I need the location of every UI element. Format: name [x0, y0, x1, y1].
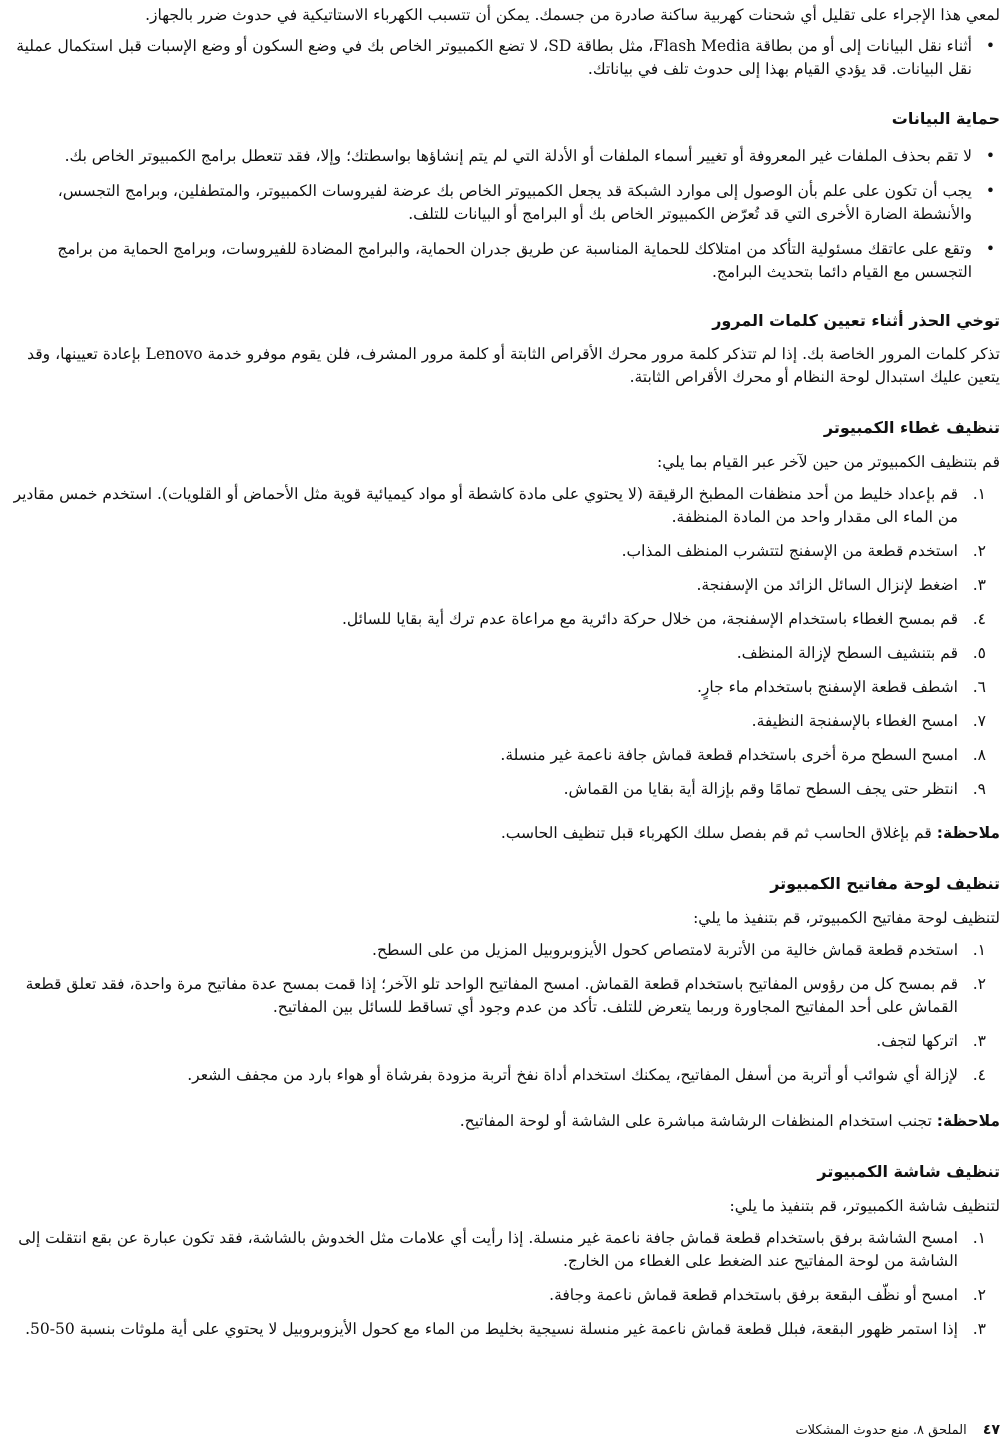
section-title: تنظيف غطاء الكمبيوتر: [823, 418, 1000, 437]
list-item: • وتقع على عاتقك مسئولية التأكد من امتلاكك للحماية المناسبة عن طريق جدران الحماية، والبرامج المضادة للفيروسات، وبرامج الحماية من برامج التجسس مع القيام دائما بتحديث البرامج.: [57, 240, 995, 281]
note-text: تجنب استخدام المنظفات الرشاشة مباشرة على الشاشة أو لوحة المفاتيح.: [459, 1112, 932, 1130]
keyboard-cleaning-steps: [0, 939, 1000, 1098]
step-item: ٣. اضغط لإنزال السائل الزائد من الإسفنجة.: [696, 576, 986, 594]
step-item: ٦. اشطف قطعة الإسفنج باستخدام ماء جارٍ.: [696, 678, 986, 696]
intro-text: لتنظيف شاشة الكمبيوتر، قم بتنفيذ ما يلي:: [729, 1197, 1000, 1215]
section-title: توخي الحذر أثناء تعيين كلمات المرور: [712, 311, 1000, 330]
step-item: ١. استخدم قطعة قماش خالية من الأتربة لامتصاص كحول الأيزوبروبيل المزيل من على السطح.: [372, 941, 986, 959]
paragraph-text: لمعي هذا الإجراء على تقليل أي شحنات كهربية ساكنة صادرة من جسمك. يمكن أن تتسبب الكهرباء الاستاتيكية في حدوث ضرر بالجهاز.: [145, 6, 1000, 24]
note-label: ملاحظة:: [936, 824, 1000, 842]
bullet-icon: •: [985, 37, 995, 55]
paragraph-text: تذكر كلمات المرور الخاصة بك. إذا لم تتذكر كلمة مرور محرك الأقراص الثابتة أو كلمة مرور المشرف، فلن يقوم موفرو خدمة Lenovo بإعادة تعيينها، وقد يتعين عليك استبدال لوحة النظام أو محرك الأقراص الثابتة.: [27, 345, 1000, 386]
top-bullet-list: [0, 35, 1000, 93]
cover-cleaning-steps: [0, 483, 1000, 812]
step-item: ٧. امسح الغطاء بالإسفنجة النظيفة.: [751, 712, 986, 730]
data-protection-list: [0, 145, 1000, 296]
step-item: ٩. انتظر حتى يجف السطح تمامًا وقم بإزالة أية بقايا من القماش.: [563, 780, 986, 798]
bullet-icon: •: [985, 147, 995, 165]
list-item: • أثناء نقل البيانات إلى أو من بطاقة Flash Media، مثل بطاقة SD، لا تضع الكمبيوتر الخاص بك في وضع السكون أو وضع الإسبات قبل استكمال عملية نقل البيانات. قد يؤدي القيام بهذا إلى حدوث تلف في بياناتك.: [16, 37, 995, 78]
step-item: ٥. قم بتنشيف السطح لإزالة المنظف.: [736, 644, 986, 662]
step-item: ٣. اتركها لتجف.: [876, 1032, 986, 1050]
step-item: ٢. امسح أو نظّف البقعة برفق باستخدام قطعة قماش ناعمة وجافة.: [549, 1286, 986, 1304]
bullet-icon: •: [985, 240, 995, 258]
section-cover-cleaning: [0, 416, 1000, 439]
step-item: ٤. لإزالة أي شوائب أو أتربة من أسفل المفاتيح، يمكنك استخدام أداة نفخ أتربة مزودة بفرشاة أو هواء بارد من مجفف الشعر.: [187, 1066, 986, 1084]
step-item: ١. امسح الشاشة برفق باستخدام قطعة قماش جافة ناعمة غير منسلة. إذا رأيت أي علامات مثل الخدوش بالشاشة، فقد تكون عبارة عن بقع انتقلت إلى الشاشة من لوحة المفاتيح عند الضغط على الغطاء من الخارج.: [18, 1229, 986, 1270]
screen-cleaning-steps: [0, 1227, 1000, 1352]
section-screen-cleaning: [0, 1160, 1000, 1183]
step-item: ٤. قم بمسح الغطاء باستخدام الإسفنجة، من خلال حركة دائرية مع مراعاة عدم ترك أية بقايا للسائل.: [341, 610, 986, 628]
page-number: ٤٧: [982, 1422, 1000, 1438]
chapter-label: الملحق ٨. منع حدوث المشكلات: [795, 1423, 967, 1438]
page-footer: [0, 1419, 1000, 1442]
bullet-icon: •: [985, 182, 995, 200]
top-fragment-paragraph: [0, 4, 1000, 27]
intro-text: قم بتنظيف الكمبيوتر من حين لآخر عبر القيام بما يلي:: [656, 453, 1000, 471]
keyboard-cleaning-intro: [0, 907, 1000, 930]
section-passwords: [0, 309, 1000, 332]
section-title: تنظيف شاشة الكمبيوتر: [817, 1162, 1000, 1181]
screen-cleaning-intro: [0, 1195, 1000, 1218]
section-title: تنظيف لوحة مفاتيح الكمبيوتر: [770, 874, 1000, 893]
list-item: • يجب أن تكون على علم بأن الوصول إلى موارد الشبكة قد يجعل الكمبيوتر الخاص بك عرضة لفيروسات الكمبيوتر، والمتطفلين، وبرامج التجسس، والأنشطة الضارة الأخرى التي قد تُعرّض الكمبيوتر الخاص بك أو البرامج أو البيانات للتلف.: [57, 182, 995, 223]
step-item: ١. قم بإعداد خليط من أحد منظفات المطبخ الرقيقة (لا يحتوي على مادة كاشطة أو مواد كيميائية قوية مثل الأحماض أو القلويات). استخدم خمس مقادير من الماء الى مقدار واحد من المادة المنظفة.: [13, 485, 986, 526]
list-item: • لا تقم بحذف الملفات غير المعروفة أو تغيير أسماء الملفات أو الأدلة التي لم يتم إنشاؤها بواسطتك؛ وإلا، فقد تتعطل برامج الكمبيوتر الخاص بك.: [0, 145, 1000, 168]
note-label: ملاحظة:: [936, 1112, 1000, 1130]
section-keyboard-cleaning: [0, 872, 1000, 895]
passwords-paragraph: [0, 343, 1000, 389]
step-item: ٣. إذا استمر ظهور البقعة، فبلل قطعة قماش ناعمة غير منسلة نسيجية بخليط من الماء مع كحول الأيزوبروبيل لا يحتوي على أية ملوثات بنسبة 50-50.: [25, 1320, 986, 1338]
note-text: قم بإغلاق الحاسب ثم قم بفصل سلك الكهرباء قبل تنظيف الحاسب.: [500, 824, 932, 842]
section-title: حماية البيانات: [891, 109, 1000, 128]
intro-text: لتنظيف لوحة مفاتيح الكمبيوتر، قم بتنفيذ ما يلي:: [693, 909, 1000, 927]
step-item: ٢. استخدم قطعة من الإسفنج لتتشرب المنظف المذاب.: [621, 542, 986, 560]
section-data-protection: [0, 107, 1000, 130]
step-item: ٨. امسح السطح مرة أخرى باستخدام قطعة قماش جافة ناعمة غير منسلة.: [500, 746, 986, 764]
cover-cleaning-intro: [0, 451, 1000, 474]
step-item: ٢. قم بمسح كل من رؤوس المفاتيح باستخدام قطعة القماش. امسح المفاتيح الواحد تلو الآخر؛ إذا قمت بمسح عدة مفاتيح مرة واحدة، فقد تعلق قطعة القماش على أحد المفاتيح المجاورة وربما يتعرض للتلف. تأكد من عدم وجود أي تساقط للسائل بين المفاتيح.: [25, 975, 986, 1016]
keyboard-cleaning-note: [0, 1110, 1000, 1133]
cover-cleaning-note: [0, 822, 1000, 845]
